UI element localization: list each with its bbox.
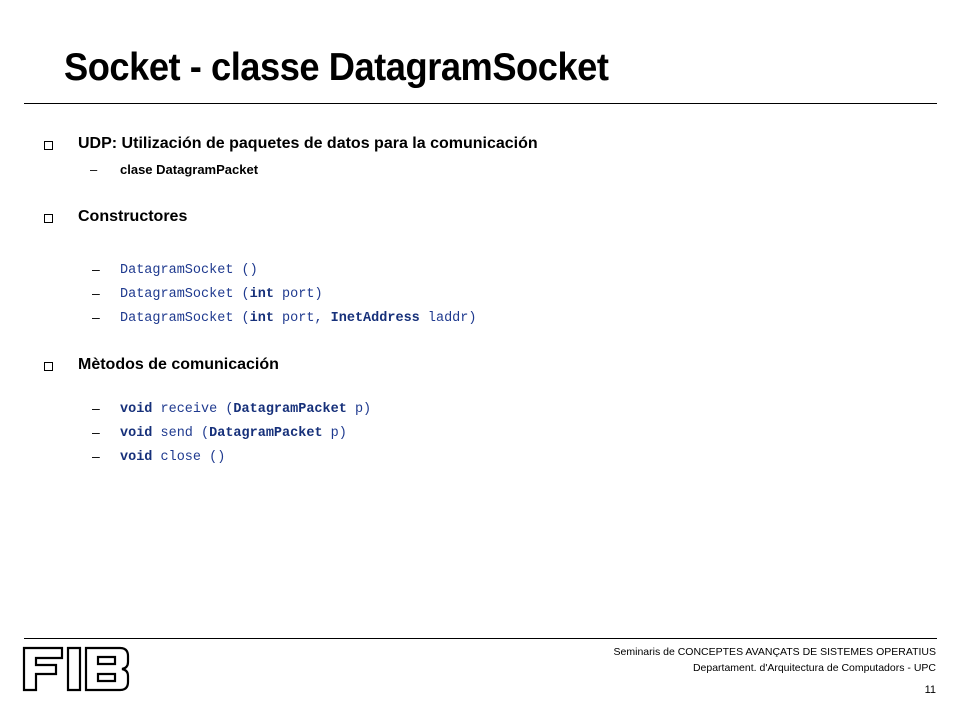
page-number: 11: [924, 684, 936, 696]
code-line: void receive (DatagramPacket p): [120, 402, 372, 417]
footer-course: Seminaris de CONCEPTES AVANÇATS DE SISTEMES OPERATIUS: [613, 646, 936, 658]
code-line: DatagramSocket (): [120, 263, 258, 278]
fib-logo: [22, 646, 130, 692]
footer-department: Departament. d'Arquitectura de Computadors - UPC: [692, 662, 936, 674]
code-line: DatagramSocket (int port, InetAddress laddr): [120, 311, 477, 326]
section-heading-udp: UDP: Utilización de paquetes de datos para la comunicación: [78, 135, 538, 152]
code-line-dash: –: [92, 285, 100, 301]
code-line: DatagramSocket (int port): [120, 287, 323, 302]
footer-divider: [24, 638, 937, 639]
sub-item-dash: –: [90, 162, 98, 177]
code-line-dash: –: [92, 400, 100, 416]
slide-title: Socket - classe DatagramSocket: [64, 46, 609, 89]
hollow-square-icon: [44, 214, 53, 223]
code-line: void send (DatagramPacket p): [120, 426, 347, 441]
code-line-dash: –: [92, 261, 100, 277]
code-line: void close (): [120, 450, 226, 465]
section-heading-constructores: Constructores: [78, 208, 188, 225]
title-divider: [24, 103, 937, 104]
hollow-square-icon: [44, 141, 53, 150]
hollow-square-icon: [44, 362, 53, 371]
code-line-dash: –: [92, 448, 100, 464]
code-line-dash: –: [92, 424, 100, 440]
section-heading-metodos: Mètodos de comunicación: [78, 356, 279, 373]
code-line-dash: –: [92, 309, 100, 325]
sub-item-datagrampacket: clase DatagramPacket: [120, 162, 259, 177]
